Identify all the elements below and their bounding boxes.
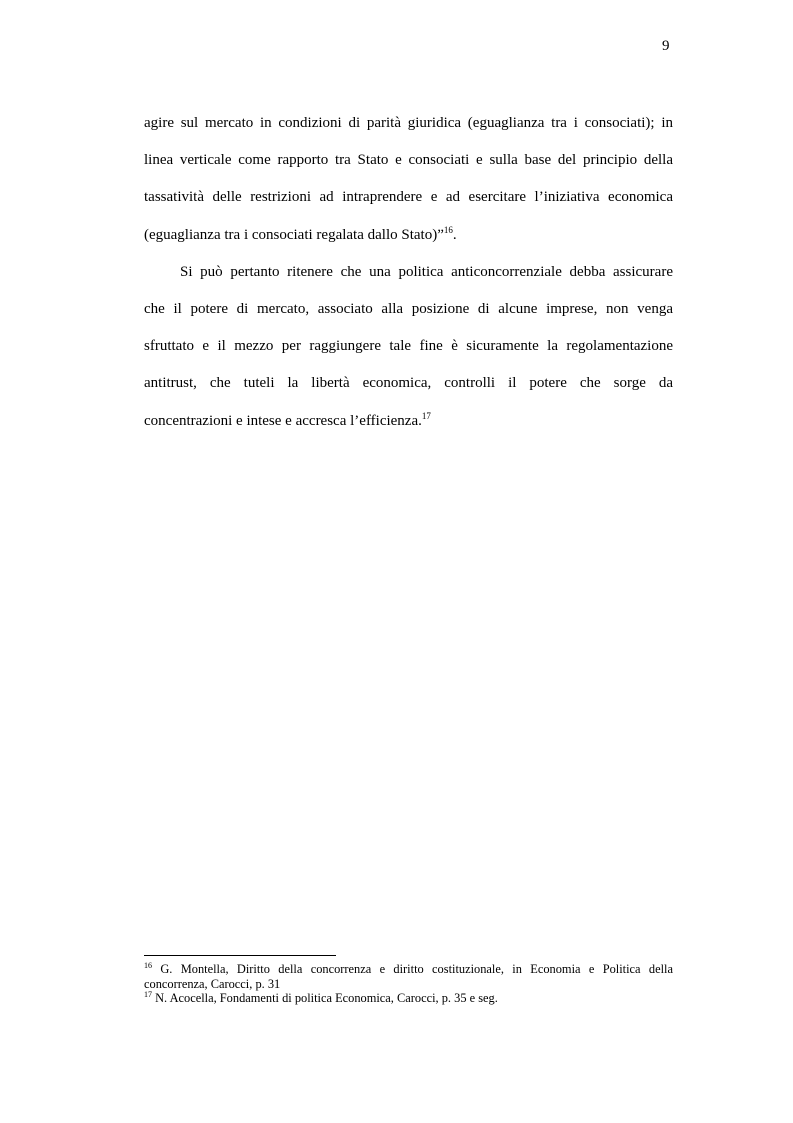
footnote-16-text: G. Montella, Diritto della concorrenza e diritto costituzionale, in Economia e Politica della xyxy=(160,962,673,976)
paragraph-1-end-punct: . xyxy=(452,226,457,243)
paragraph-2-line-5-text: concentrazioni e intese e accresca l’efficienza. xyxy=(144,412,422,429)
footnote-17-text: N. Acocella, Fondamenti di politica Economica, Carocci, p. 35 e seg. xyxy=(155,991,498,1005)
footnote-16-line-1 xyxy=(144,962,673,977)
paragraph-1-line-4-text: (eguaglianza tra i consociati regalata dallo Stato)” xyxy=(144,226,444,243)
footnote-17-line-1 xyxy=(144,991,673,1006)
paragraph-2-line-1: Si può pertanto ritenere che una politica anticoncorrenziale debba assicurare xyxy=(180,263,673,280)
page-number: 9 xyxy=(662,38,670,54)
footnote-separator xyxy=(144,955,336,956)
footnote-16-line-2: concorrenza, Carocci, p. 31 xyxy=(144,976,281,991)
paragraph-2-line-3: sfruttato e il mezzo per raggiungere tale fine è sicuramente la regolamentazione xyxy=(144,338,673,355)
body-text xyxy=(144,105,673,440)
paragraph-2-line-2: che il potere di mercato, associato alla posizione di alcune imprese, non venga xyxy=(144,300,673,317)
footnote-16-number: 16 xyxy=(144,961,152,970)
paragraph-1-line-4 xyxy=(144,217,673,254)
paragraph-1-line-3: tassatività delle restrizioni ad intraprendere e ad esercitare l’iniziativa economica xyxy=(144,189,673,206)
paragraph-1 xyxy=(144,105,673,254)
footnotes xyxy=(144,962,673,1006)
footnote-ref-16[interactable]: 16 xyxy=(443,224,453,235)
paragraph-1-line-2: linea verticale come rapporto tra Stato e consociati e sulla base del principio della xyxy=(144,152,673,169)
footnote-17-number: 17 xyxy=(144,990,152,999)
paragraph-2-line-5 xyxy=(144,403,673,440)
paragraph-2 xyxy=(144,254,673,440)
paragraph-2-line-4: antitrust, che tuteli la libertà economica, controlli il potere che sorge da xyxy=(144,375,673,392)
footnote-ref-17[interactable]: 17 xyxy=(421,410,431,421)
paragraph-1-line-1: agire sul mercato in condizioni di parità giuridica (eguaglianza tra i consociati); in xyxy=(144,115,673,131)
